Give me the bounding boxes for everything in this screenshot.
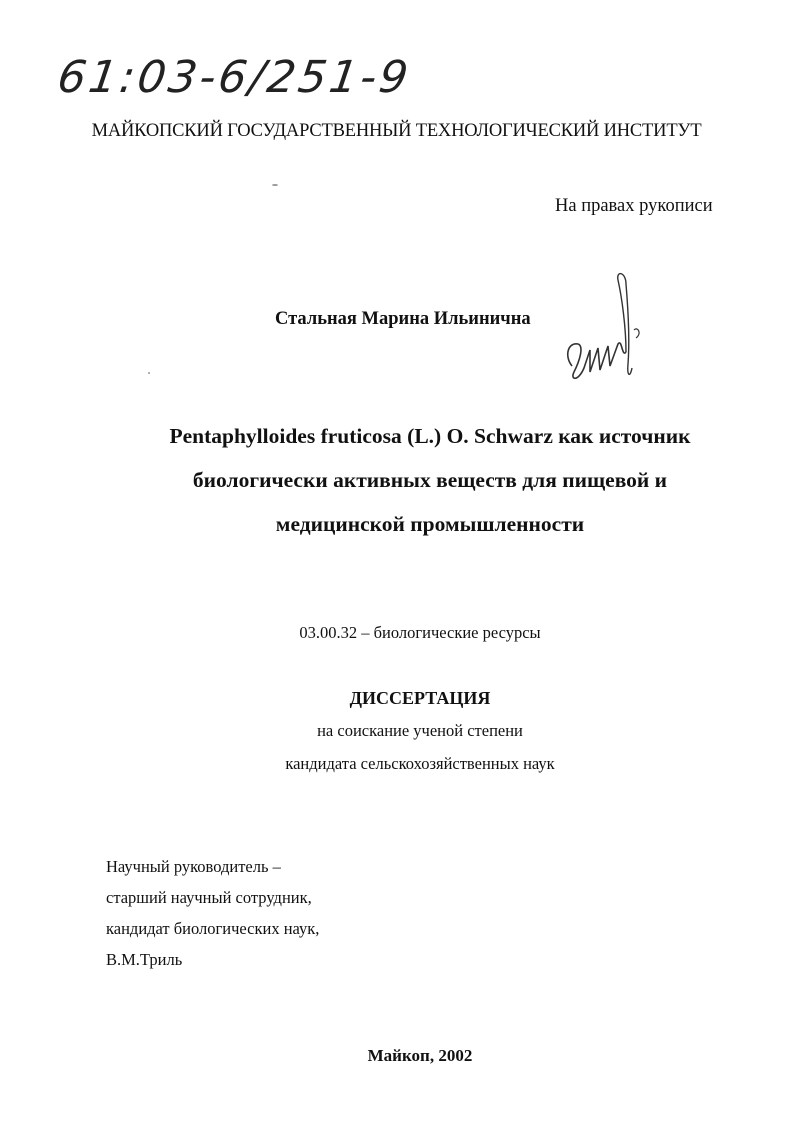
place-year: Майкоп, 2002 — [367, 1046, 473, 1065]
advisor-line: В.М.Триль — [106, 950, 183, 969]
title-line: биологически активных веществ для пищевой и — [192, 468, 668, 492]
degree-line-2: кандидата сельскохозяйственных наук — [285, 754, 555, 773]
document-type: ДИССЕРТАЦИЯ — [349, 688, 491, 708]
rights-note: На правах рукописи — [555, 196, 713, 216]
signature-icon — [560, 268, 650, 398]
archive-code: 61:03-6/251-9 — [54, 52, 414, 103]
degree-line-1: на соискание ученой степени — [317, 721, 523, 740]
specialty-code: 03.00.32 – биологические ресурсы — [299, 623, 541, 642]
institute-name: МАЙКОПСКИЙ ГОСУДАРСТВЕННЫЙ ТЕХНОЛОГИЧЕСКИЙ ИНСТИТУТ — [91, 121, 702, 141]
advisor-line: Научный руководитель – — [106, 857, 281, 876]
scan-speck — [272, 184, 278, 186]
title-line: медицинской промышленности — [275, 512, 585, 536]
dissertation-title — [80, 414, 780, 546]
advisor-block — [106, 851, 319, 975]
scan-speck — [148, 372, 150, 374]
advisor-line: старший научный сотрудник, — [106, 888, 312, 907]
advisor-line: кандидат биологических наук, — [106, 919, 320, 938]
author-name: Стальная Марина Ильинична — [275, 309, 531, 329]
title-line: Pentaphylloides fruticosa (L.) O. Schwarz как источник — [169, 424, 691, 448]
